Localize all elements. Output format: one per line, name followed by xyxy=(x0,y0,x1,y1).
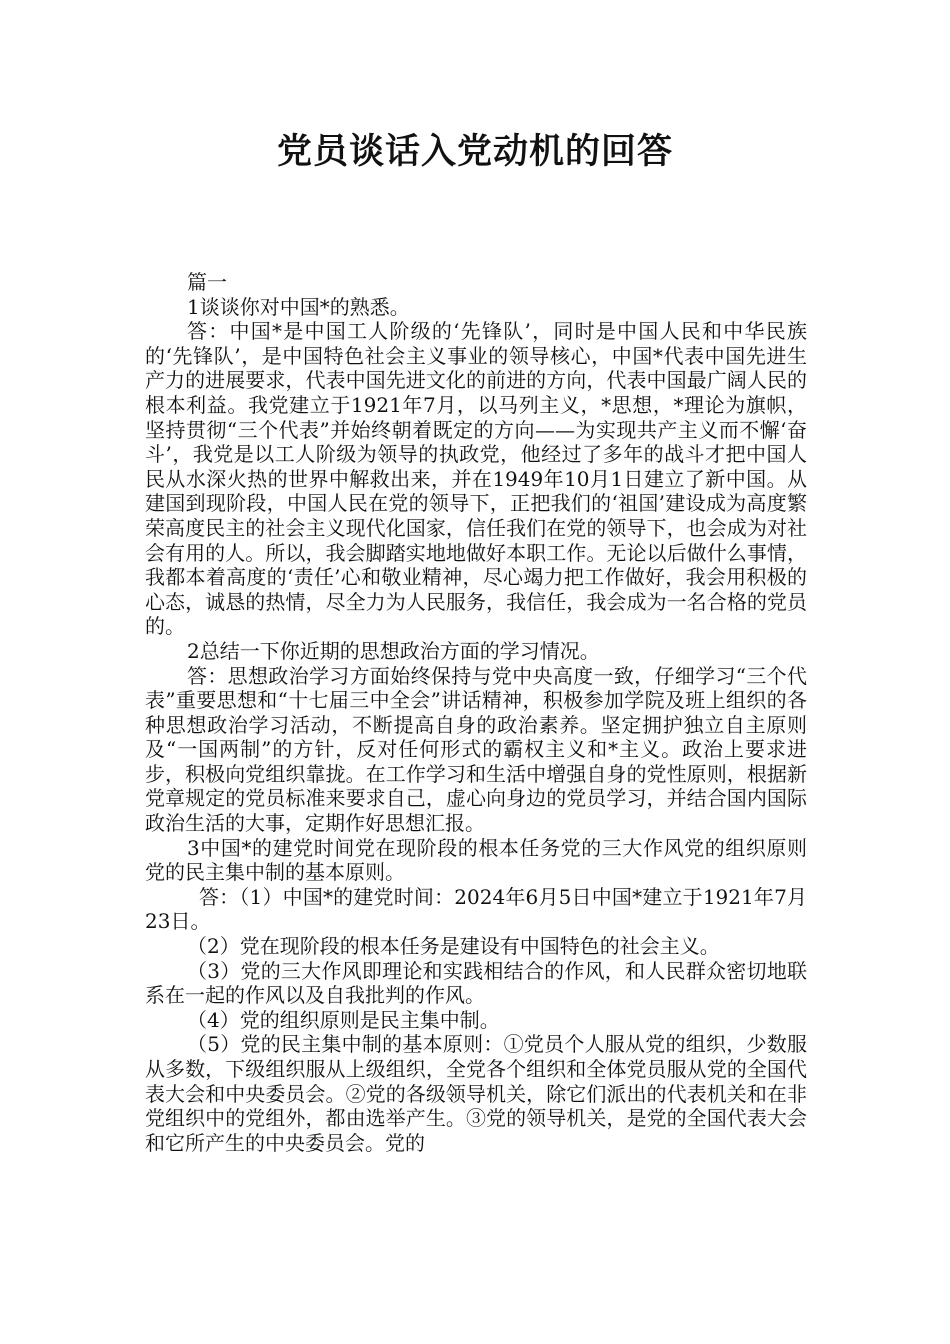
question-2: 2总结一下你近期的思想政治方面的学习情况。 xyxy=(187,638,600,663)
document-body xyxy=(145,270,807,1155)
answer-1: 答：中国*是中国工人阶级的‘先锋队’，同时是中国人民和中华民族的‘先锋队’，是中国特色社会主义事业的领导核心，中国*代表中国先进生产力的进展要求，代表中国先进文化的前进的方向，代表中国最广阔人民的根本利益。我党建立于1921年7月，以马列主义，*思想，*理论为旗帜，坚持贯彻“三个代表”并始终朝着既定的方向——为实现共产主义而不懈‘奋斗’，我党是以工人阶级为领导的执政党，他经过了多年的战斗才把中国人民从水深火热的世界中解救出来，并在1949年10月1日建立了新中国。从建国到现阶段，中国人民在党的领导下，正把我们的‘祖国’建设成为高度繁荣高度民主的社会主义现代化国家，信任我们在党的领导下，也会成为对社会有用的人。所以，我会脚踏实地地做好本职工作。无论以后做什么事情，我都本着高度的‘责任’心和敬业精神，尽心竭力把工作做好，我会用积极的心态，诚恳的热情，尽全力为人民服务，我信任，我会成为一名合格的党员的。 xyxy=(145,319,807,639)
answer-3-item-4: （4）党的组织原则是民主集中制。 xyxy=(187,1007,500,1032)
question-3: 3中国*的建党时间党在现阶段的根本任务党的三大作风党的组织原则党的民主集中制的基本原则。 xyxy=(145,835,807,885)
answer-3-item-5: （5）党的民主集中制的基本原则：①党员个人服从党的组织，少数服从多数，下级组织服从上级组织，全党各个组织和全体党员服从党的全国代表大会和中央委员会。②党的各级领导机关，除它们派出的代表机关和在非党组织中的党组外，都由选举产生。③党的领导机关，是党的全国代表大会和它所产生的中央委员会。党的 xyxy=(145,1032,807,1155)
answer-2: 答：思想政治学习方面始终保持与党中央高度一致，仔细学习“三个代表”重要思想和“十七届三中全会”讲话精神，积极参加学院及班上组织的各种思想政治学习活动，不断提高自身的政治素养。坚定拥护独立自主原则及“一国两制”的方针，反对任何形式的霸权主义和*主义。政治上要求进步，积极向党组织靠拢。在工作学习和生活中增强自身的党性原则，根据新党章规定的党员标准来要求自己，虚心向身边的党员学习，并结合国内国际政治生活的大事，定期作好思想汇报。 xyxy=(145,663,807,836)
question-1: 1谈谈你对中国*的熟悉。 xyxy=(187,294,410,319)
answer-3-item-1: 答：（1）中国*的建党时间：2024年6月5日中国*建立于1921年7月23日。 xyxy=(145,884,807,934)
document-title: 党员谈话入党动机的回答 xyxy=(276,132,673,172)
answer-3-item-3: （3）党的三大作风即理论和实践相结合的作风，和人民群众密切地联系在一起的作风以及自我批判的作风。 xyxy=(145,958,807,1008)
section-heading: 篇一 xyxy=(187,270,227,294)
answer-3-item-2: （2）党在现阶段的根本任务是建设有中国特色的社会主义。 xyxy=(187,934,720,959)
